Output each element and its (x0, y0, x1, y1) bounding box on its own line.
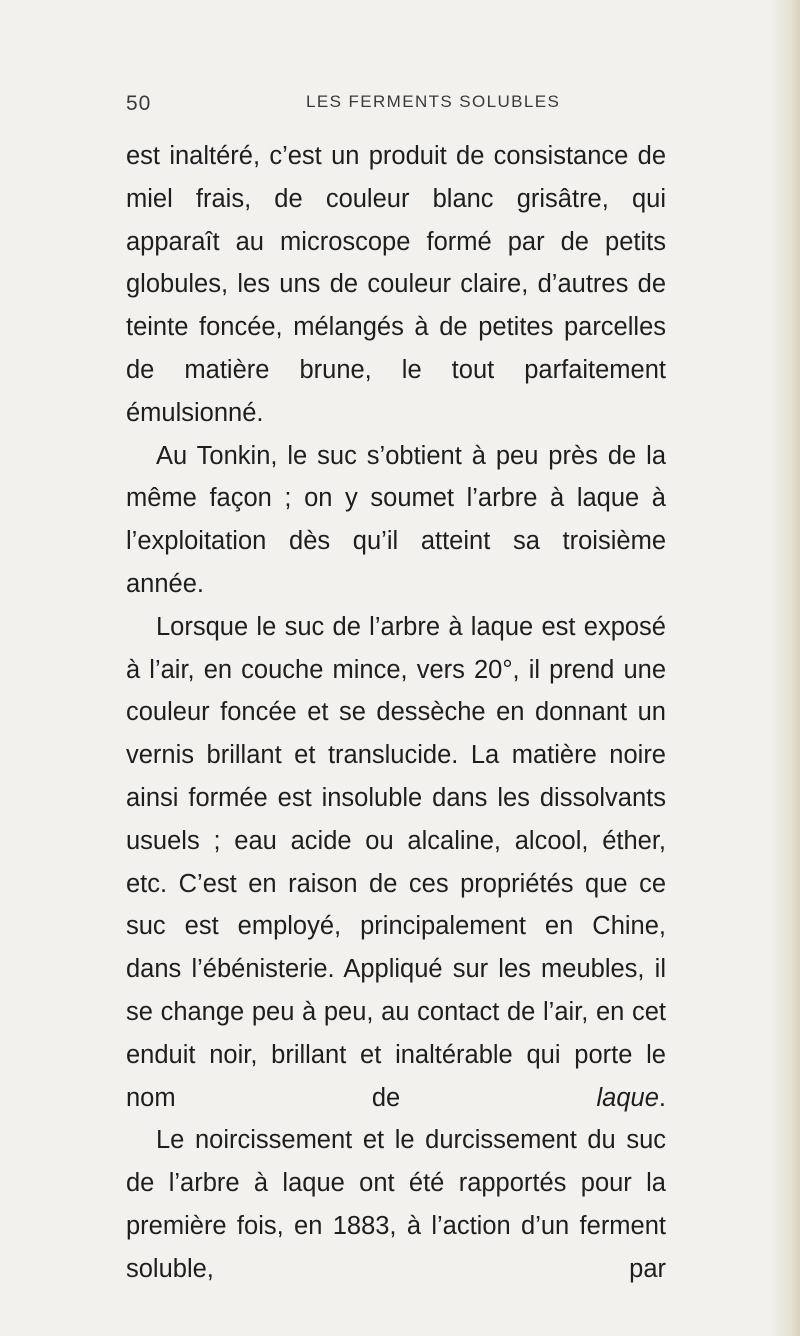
running-title: LES FERMENTS SOLUBLES (306, 92, 561, 111)
paragraph-2: Au Tonkin, le suc s’obtient à peu près de la même façon ; on y soumet l’arbre à laque à l’exploitation dès qu’il atteint sa troisième année. (126, 441, 666, 598)
page-number: 50 (126, 92, 152, 115)
running-header (126, 92, 636, 122)
paragraph-4: Le noircissement et le durcissement du suc de l’arbre à laque ont été rapportés pour la première fois, en 1883, à l’action d’un ferment soluble, par (126, 1126, 666, 1283)
paragraph-3-end: . (658, 1083, 666, 1112)
paragraph-3 (126, 606, 666, 1120)
paragraph-3-text: Lorsque le suc de l’arbre à laque est exposé à l’air, en couche mince, vers 20°, il prend une couleur foncée et se dessèche en donnant un vernis brillant et translucide. La matière noire ainsi formée est insoluble dans les dissolvants usuels ; eau acide ou alcaline, alcool, éther, etc. C’est en raison de ces propriétés que ce suc est employé, principalement en Chine, dans l’ébénisterie. Appliqué sur les meubles, il se change peu à peu, au contact de l’air, en cet enduit noir, brillant et inaltérable qui porte le nom de (126, 612, 666, 1112)
italic-term-laque: laque (596, 1083, 659, 1112)
body-text (126, 135, 666, 1291)
paper-edge-shading (770, 0, 800, 1336)
paragraph-1: est inaltéré, c’est un produit de consistance de miel frais, de couleur blanc grisâtre, qui apparaît au microscope formé par de petits globules, les uns de couleur claire, d’autres de teinte foncée, mélangés à de petites parcelles de matière brune, le tout parfaitement émulsionné. (126, 142, 666, 427)
